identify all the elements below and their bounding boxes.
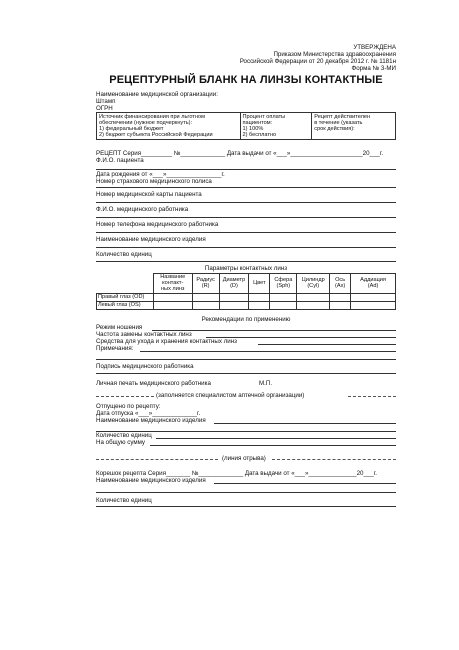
product-name-line [96,247,396,248]
birth-date-label: Дата рождения от «___»________________г. [96,171,225,178]
table-row [97,293,396,301]
total-sum-label: На общую сумму [96,439,146,446]
doctor-name-line [96,217,396,218]
stub-header: Корешок рецепта Серия_______ №_____________ Дата выдачи от «___»______________20___г. [96,470,378,477]
insurance-label: Номер страхового медицинского полиса [96,178,212,185]
lens-params-table [96,273,396,310]
table-row [97,301,396,309]
seal-place-label: М.П. [259,380,273,387]
param-header-name: Название контакт- ных линз [153,274,192,294]
quantity-line [96,261,396,262]
form-number: Форма № 3-МИ [351,65,396,72]
card-number-label: Номер медицинской карты пациента [96,191,202,198]
left-eye-label: Левый глаз (OS) [97,301,154,309]
approval-title: УТВЕРЖДЕНА [353,44,396,51]
insurance-line [96,187,396,188]
param-header-color: Цвет [249,274,270,294]
doctor-name-label: Ф.И.О. медицинского работника [96,206,189,213]
recipe-header: РЕЦЕПТ Серия_________ №_____________ Дата выдачи от «___»_____________________20___г. [96,150,384,157]
pharmacy-quantity-label: Количество единиц [96,432,152,439]
approval-order: Приказом Министерства здравоохранения [273,51,396,58]
quantity-label: Количество единиц [96,251,152,258]
patient-name-line [96,169,396,170]
param-header-radius: Радиус (R) [192,274,219,294]
release-date-label: Дата отпуска «___»_____________г. [96,410,201,417]
ogrn-label: ОГРН [96,105,113,112]
cut-line-left [96,459,218,460]
doctor-phone-line [96,232,396,233]
card-number-line [96,202,396,203]
param-header-sphere: Сфера (Sph) [270,274,297,294]
cut-line-label: (линия отрыва) [222,455,266,462]
financing-source-cell: Источник финансирования при льготном обеспечении (нужное подчеркнуть): 1) федеральный бюджет 2) бюджет субъекта Российской Федерации [97,113,241,140]
stub-quantity-label: Количество единиц [96,497,152,504]
doctor-phone-label: Номер телефона медицинского работника [96,221,219,228]
care-products-label: Средства для ухода и хранения контактных линз [96,338,238,345]
validity-cell: Рецепт действителен в течение (указать срок действия): [312,113,396,140]
doctor-signature-label: Подпись медицинского работника [96,363,194,370]
approval-date: Российской Федерации от 20 декабря 2012 г. № 1181н [239,58,396,65]
pharmacy-caption: (заполняется специалистом аптечной организации) [156,392,305,399]
org-name-label: Наименование медицинской организации: [96,91,218,98]
stub-product-label: Наименование медицинского изделия [96,477,206,484]
released-label: Отпущено по рецепту: [96,403,161,410]
doctor-seal-label: Личная печать медицинского работника [96,380,211,387]
payment-percent-cell: Процент оплаты пациентом: 1) 100% 2) бесплатно [240,113,312,140]
prescription-form [96,40,396,640]
param-header-diameter: Диаметр (D) [219,274,249,294]
recommendations-caption: Рекомендации по применению [201,316,291,323]
right-eye-label: Правый глаз (OD) [97,293,154,301]
product-name-label: Наименование медицинского изделия [96,236,206,243]
notes-label: Примечания: [96,345,134,352]
cut-line-right [272,459,396,460]
param-header-cylinder: Цилиндр (Cyl) [297,274,330,294]
stamp-label: Штамп [96,98,116,105]
param-header-addition: Аддиация (Ad) [351,274,396,294]
patient-name-label: Ф.И.О. пациента [96,157,144,164]
wear-mode-label: Режим ношения [96,324,143,331]
params-caption: Параметры контактных линз [204,265,288,272]
replace-frequency-label: Частота замены контактных линз [96,331,192,338]
financing-table [96,112,396,140]
pharmacy-product-label: Наименование медицинского изделия [96,417,206,424]
param-header-axis: Ось (Ax) [330,274,351,294]
page-title: РЕЦЕПТУРНЫЙ БЛАНК НА ЛИНЗЫ КОНТАКТНЫЕ [109,74,383,86]
